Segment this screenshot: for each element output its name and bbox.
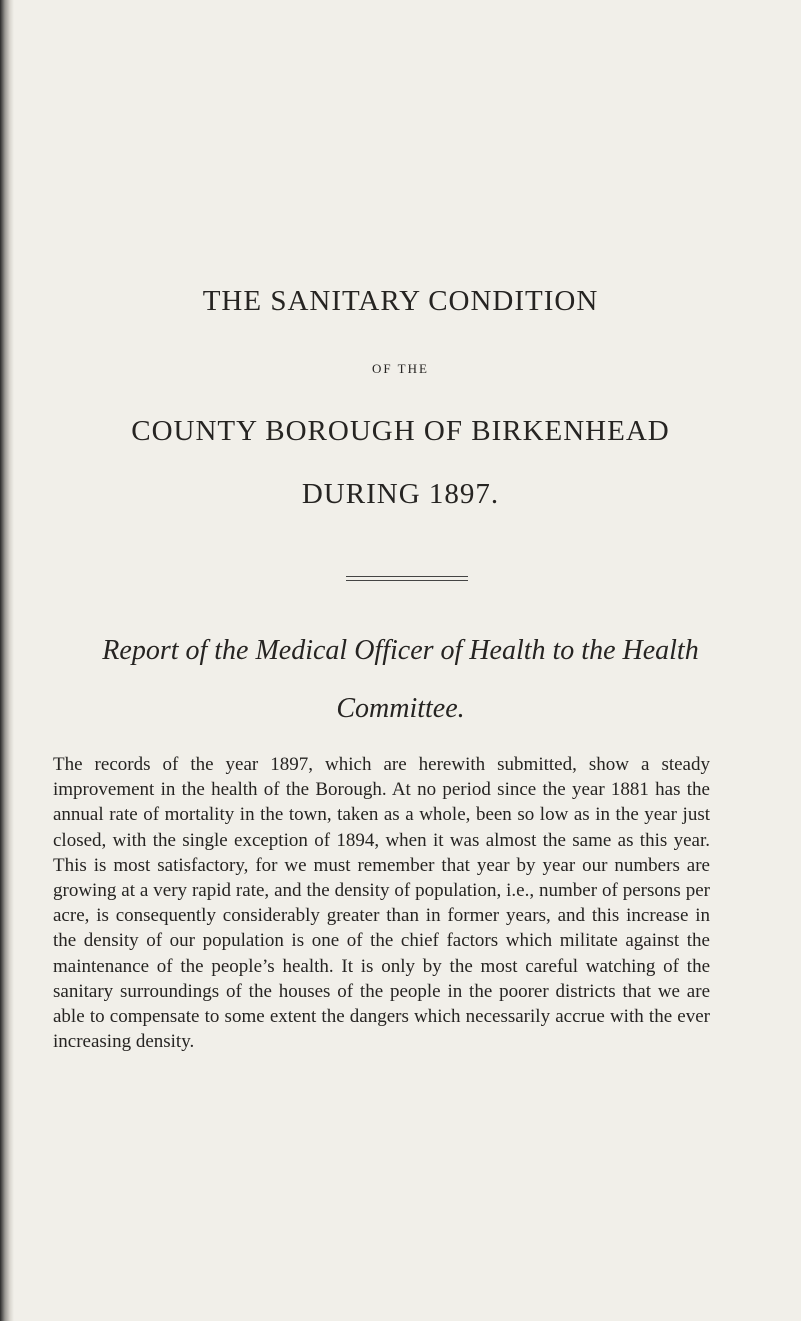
title-line-3: COUNTY BOROUGH OF BIRKENHEAD bbox=[131, 415, 670, 447]
report-subtitle: Report of the Medical Officer of Health to the Health Committee. bbox=[102, 635, 699, 724]
title-line-2: OF THE bbox=[372, 361, 429, 376]
divider-rule-bottom bbox=[346, 580, 468, 581]
title-line-1: THE SANITARY CONDITION bbox=[202, 285, 599, 317]
title-line-4: DURING 1897. bbox=[301, 478, 500, 510]
divider-rule-top bbox=[346, 576, 468, 577]
body-paragraph: The records of the year 1897, which are herewith submitted, show a steady improvement in the health of the Borough. At no period since the year 1881 has the annual rate of mortality in the town, taken as a whole, been so low as in the year just closed, with the single exception of 1894, when it was almost the same as this year. This is most satisfactory, for we must remember that year by year our numbers are growing at a very rapid rate, and the density of population, i.e., number of persons per acre, is consequently considerably greater than in former years, and this increase in the density of our population is one of the chief factors which militate against the maintenance of the people’s health. It is only by the most careful watching of the sanitary surroundings of the houses of the people in the poorer districts that we are able to compensate to some extent the dangers which necessarily accrue with the ever increasing density. bbox=[53, 754, 710, 1053]
